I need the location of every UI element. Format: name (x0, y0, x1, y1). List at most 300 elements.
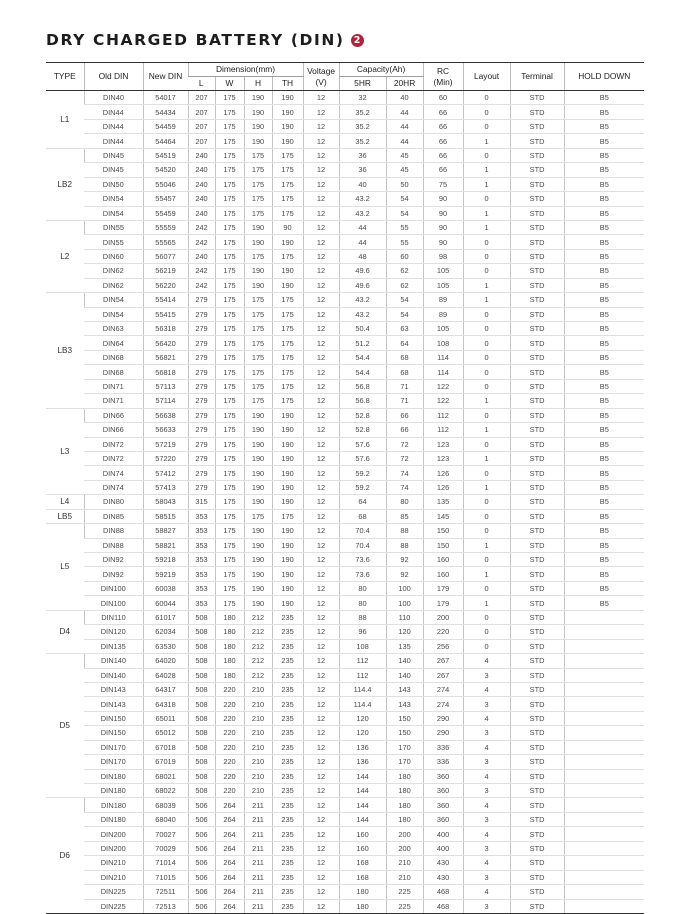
dim-l-cell: 207 (188, 134, 215, 148)
new-din-cell: 55457 (143, 192, 188, 206)
old-din-cell: DIN143 (84, 682, 143, 696)
dim-w-cell: 264 (215, 870, 244, 884)
hold-down-cell: B5 (564, 91, 644, 105)
rc-cell: 105 (423, 264, 463, 278)
rc-cell: 89 (423, 307, 463, 321)
new-din-cell: 57113 (143, 379, 188, 393)
dim-w-cell: 175 (215, 596, 244, 610)
rc-cell: 360 (423, 798, 463, 812)
terminal-cell: STD (510, 480, 564, 494)
cap-5hr-cell: 64 (339, 495, 386, 509)
dim-th-cell: 190 (272, 235, 303, 249)
rc-cell: 145 (423, 509, 463, 523)
cap-5hr-cell: 48 (339, 249, 386, 263)
cap-5hr-cell: 108 (339, 639, 386, 653)
old-din-cell: DIN62 (84, 278, 143, 292)
cap-20hr-cell: 200 (386, 841, 423, 855)
rc-cell: 126 (423, 466, 463, 480)
dim-th-cell: 235 (272, 682, 303, 696)
layout-cell: 3 (463, 755, 510, 769)
rc-cell: 360 (423, 784, 463, 798)
cap-20hr-cell: 180 (386, 784, 423, 798)
cap-20hr-cell: 100 (386, 581, 423, 595)
old-din-cell: DIN140 (84, 654, 143, 668)
dim-th-cell: 190 (272, 466, 303, 480)
hold-down-cell: B5 (564, 249, 644, 263)
new-din-cell: 56821 (143, 350, 188, 364)
dim-w-cell: 175 (215, 466, 244, 480)
header-voltage (303, 63, 339, 91)
old-din-cell: DIN54 (84, 192, 143, 206)
dim-h-cell: 190 (244, 480, 272, 494)
new-din-cell: 57114 (143, 394, 188, 408)
cap-5hr-cell: 43.2 (339, 206, 386, 220)
voltage-cell: 12 (303, 249, 339, 263)
dim-w-cell: 175 (215, 148, 244, 162)
old-din-cell: DIN180 (84, 784, 143, 798)
dim-w-cell: 264 (215, 856, 244, 870)
dim-l-cell: 506 (188, 870, 215, 884)
terminal-cell: STD (510, 827, 564, 841)
rc-cell: 360 (423, 769, 463, 783)
hold-down-cell (564, 870, 644, 884)
terminal-cell: STD (510, 798, 564, 812)
old-din-cell: DIN72 (84, 437, 143, 451)
new-din-cell: 71015 (143, 870, 188, 884)
hold-down-cell: B5 (564, 220, 644, 234)
rc-cell: 150 (423, 524, 463, 538)
layout-cell: 0 (463, 105, 510, 119)
old-din-cell: DIN44 (84, 134, 143, 148)
dim-h-cell: 212 (244, 610, 272, 624)
voltage-cell: 12 (303, 784, 339, 798)
terminal-cell: STD (510, 610, 564, 624)
dim-w-cell: 175 (215, 423, 244, 437)
old-din-cell: DIN45 (84, 148, 143, 162)
cap-5hr-cell: 160 (339, 827, 386, 841)
cap-20hr-cell: 140 (386, 668, 423, 682)
dim-th-cell: 175 (272, 293, 303, 307)
cap-5hr-cell: 112 (339, 654, 386, 668)
voltage-cell: 12 (303, 408, 339, 422)
cap-20hr-cell: 40 (386, 91, 423, 105)
cap-5hr-cell: 144 (339, 784, 386, 798)
terminal-cell: STD (510, 350, 564, 364)
table-row (46, 596, 644, 610)
hold-down-cell: B5 (564, 307, 644, 321)
dim-l-cell: 508 (188, 769, 215, 783)
layout-cell: 0 (463, 495, 510, 509)
header-dim-h: H (244, 77, 272, 91)
dim-l-cell: 240 (188, 192, 215, 206)
new-din-cell: 64317 (143, 682, 188, 696)
rc-cell: 290 (423, 711, 463, 725)
dim-h-cell: 190 (244, 119, 272, 133)
new-din-cell: 64020 (143, 654, 188, 668)
dim-l-cell: 279 (188, 451, 215, 465)
dim-l-cell: 207 (188, 105, 215, 119)
cap-20hr-cell: 150 (386, 726, 423, 740)
hold-down-cell: B5 (564, 466, 644, 480)
cap-20hr-cell: 80 (386, 495, 423, 509)
dim-l-cell: 506 (188, 899, 215, 913)
new-din-cell: 64318 (143, 697, 188, 711)
dim-w-cell: 175 (215, 379, 244, 393)
cap-5hr-cell: 43.2 (339, 293, 386, 307)
hold-down-cell (564, 740, 644, 754)
table-row (46, 336, 644, 350)
voltage-cell: 12 (303, 697, 339, 711)
cap-5hr-cell: 36 (339, 163, 386, 177)
old-din-cell: DIN88 (84, 538, 143, 552)
old-din-cell: DIN68 (84, 350, 143, 364)
voltage-cell: 12 (303, 769, 339, 783)
terminal-cell: STD (510, 625, 564, 639)
dim-w-cell: 175 (215, 105, 244, 119)
dim-w-cell: 175 (215, 336, 244, 350)
dim-l-cell: 279 (188, 437, 215, 451)
rc-cell: 90 (423, 192, 463, 206)
cap-20hr-cell: 72 (386, 437, 423, 451)
rc-cell: 468 (423, 885, 463, 899)
rc-cell: 66 (423, 148, 463, 162)
new-din-cell: 57412 (143, 466, 188, 480)
new-din-cell: 68021 (143, 769, 188, 783)
voltage-cell: 12 (303, 322, 339, 336)
terminal-cell: STD (510, 192, 564, 206)
new-din-cell: 54459 (143, 119, 188, 133)
dim-h-cell: 175 (244, 350, 272, 364)
cap-5hr-cell: 88 (339, 610, 386, 624)
new-din-cell: 56818 (143, 365, 188, 379)
dim-l-cell: 279 (188, 480, 215, 494)
hold-down-cell (564, 697, 644, 711)
old-din-cell: DIN44 (84, 119, 143, 133)
voltage-cell: 12 (303, 856, 339, 870)
rc-cell: 90 (423, 235, 463, 249)
table-row (46, 220, 644, 234)
dim-h-cell: 190 (244, 91, 272, 105)
table-row (46, 394, 644, 408)
voltage-cell: 12 (303, 466, 339, 480)
cap-5hr-cell: 56.8 (339, 379, 386, 393)
rc-cell: 122 (423, 379, 463, 393)
dim-h-cell: 212 (244, 625, 272, 639)
voltage-cell: 12 (303, 177, 339, 191)
dim-l-cell: 353 (188, 567, 215, 581)
cap-20hr-cell: 88 (386, 538, 423, 552)
dim-w-cell: 264 (215, 798, 244, 812)
old-din-cell: DIN150 (84, 726, 143, 740)
header-hold-down: HOLD DOWN (564, 63, 644, 91)
rc-cell: 336 (423, 740, 463, 754)
rc-cell: 290 (423, 726, 463, 740)
cap-5hr-cell: 59.2 (339, 480, 386, 494)
old-din-cell: DIN62 (84, 264, 143, 278)
layout-cell: 0 (463, 625, 510, 639)
terminal-cell: STD (510, 336, 564, 350)
cap-5hr-cell: 40 (339, 177, 386, 191)
old-din-cell: DIN85 (84, 509, 143, 523)
voltage-cell: 12 (303, 567, 339, 581)
dim-w-cell: 175 (215, 163, 244, 177)
dim-h-cell: 175 (244, 379, 272, 393)
dim-th-cell: 190 (272, 553, 303, 567)
terminal-cell: STD (510, 769, 564, 783)
new-din-cell: 56077 (143, 249, 188, 263)
old-din-cell: DIN225 (84, 899, 143, 913)
hold-down-cell: B5 (564, 134, 644, 148)
new-din-cell: 56638 (143, 408, 188, 422)
voltage-cell: 12 (303, 365, 339, 379)
hold-down-cell: B5 (564, 336, 644, 350)
hold-down-cell (564, 639, 644, 653)
table-row (46, 480, 644, 494)
table-row (46, 206, 644, 220)
dim-h-cell: 211 (244, 899, 272, 913)
layout-cell: 0 (463, 336, 510, 350)
terminal-cell: STD (510, 711, 564, 725)
old-din-cell: DIN210 (84, 856, 143, 870)
layout-cell: 4 (463, 711, 510, 725)
old-din-cell: DIN71 (84, 379, 143, 393)
new-din-cell: 58043 (143, 495, 188, 509)
cap-5hr-cell: 56.8 (339, 394, 386, 408)
cap-5hr-cell: 51.2 (339, 336, 386, 350)
terminal-cell: STD (510, 134, 564, 148)
new-din-cell: 55565 (143, 235, 188, 249)
dim-th-cell: 175 (272, 177, 303, 191)
header-cap-20hr: 20HR (386, 77, 423, 91)
new-din-cell: 55559 (143, 220, 188, 234)
dim-th-cell: 235 (272, 784, 303, 798)
dim-h-cell: 211 (244, 827, 272, 841)
cap-5hr-cell: 54.4 (339, 365, 386, 379)
old-din-cell: DIN72 (84, 451, 143, 465)
header-dim-l: L (188, 77, 215, 91)
cap-20hr-cell: 44 (386, 105, 423, 119)
hold-down-cell: B5 (564, 495, 644, 509)
terminal-cell: STD (510, 322, 564, 336)
header-new-din: New DIN (143, 63, 188, 91)
cap-20hr-cell: 92 (386, 567, 423, 581)
cap-20hr-cell: 143 (386, 682, 423, 696)
rc-cell: 126 (423, 480, 463, 494)
new-din-cell: 70027 (143, 827, 188, 841)
hold-down-cell: B5 (564, 350, 644, 364)
hold-down-cell: B5 (564, 206, 644, 220)
cap-20hr-cell: 143 (386, 697, 423, 711)
old-din-cell: DIN170 (84, 740, 143, 754)
cap-20hr-cell: 150 (386, 711, 423, 725)
dim-h-cell: 190 (244, 524, 272, 538)
layout-cell: 3 (463, 841, 510, 855)
terminal-cell: STD (510, 697, 564, 711)
dim-l-cell: 279 (188, 336, 215, 350)
dim-h-cell: 210 (244, 755, 272, 769)
dim-l-cell: 207 (188, 91, 215, 105)
layout-cell: 0 (463, 509, 510, 523)
dim-th-cell: 190 (272, 119, 303, 133)
old-din-cell: DIN45 (84, 163, 143, 177)
cap-5hr-cell: 80 (339, 596, 386, 610)
voltage-cell: 12 (303, 711, 339, 725)
hold-down-cell: B5 (564, 119, 644, 133)
rc-cell: 66 (423, 134, 463, 148)
terminal-cell: STD (510, 105, 564, 119)
dim-w-cell: 175 (215, 524, 244, 538)
dim-th-cell: 235 (272, 885, 303, 899)
table-row (46, 423, 644, 437)
dim-w-cell: 175 (215, 350, 244, 364)
dim-h-cell: 211 (244, 856, 272, 870)
terminal-cell: STD (510, 596, 564, 610)
old-din-cell: DIN74 (84, 466, 143, 480)
dim-h-cell: 190 (244, 134, 272, 148)
rc-cell: 122 (423, 394, 463, 408)
type-cell: D4 (46, 610, 84, 653)
type-cell: L3 (46, 408, 84, 495)
voltage-cell: 12 (303, 134, 339, 148)
table-row (46, 192, 644, 206)
dim-th-cell: 235 (272, 841, 303, 855)
rc-cell: 336 (423, 755, 463, 769)
hold-down-cell (564, 827, 644, 841)
cap-5hr-cell: 68 (339, 509, 386, 523)
cap-20hr-cell: 45 (386, 148, 423, 162)
layout-cell: 1 (463, 394, 510, 408)
cap-5hr-cell: 168 (339, 870, 386, 884)
hold-down-cell: B5 (564, 538, 644, 552)
cap-5hr-cell: 50.4 (339, 322, 386, 336)
cap-20hr-cell: 110 (386, 610, 423, 624)
dim-l-cell: 508 (188, 784, 215, 798)
header-old-din: Old DIN (84, 63, 143, 91)
cap-20hr-cell: 66 (386, 408, 423, 422)
terminal-cell: STD (510, 885, 564, 899)
terminal-cell: STD (510, 841, 564, 855)
new-din-cell: 72511 (143, 885, 188, 899)
rc-cell: 123 (423, 451, 463, 465)
dim-h-cell: 210 (244, 784, 272, 798)
layout-cell: 0 (463, 581, 510, 595)
hold-down-cell (564, 610, 644, 624)
dim-l-cell: 508 (188, 639, 215, 653)
terminal-cell: STD (510, 726, 564, 740)
terminal-cell: STD (510, 278, 564, 292)
table-row (46, 437, 644, 451)
old-din-cell: DIN180 (84, 769, 143, 783)
old-din-cell: DIN54 (84, 293, 143, 307)
table-row (46, 524, 644, 538)
dim-l-cell: 242 (188, 278, 215, 292)
cap-20hr-cell: 45 (386, 163, 423, 177)
old-din-cell: DIN64 (84, 336, 143, 350)
table-row (46, 639, 644, 653)
dim-w-cell: 220 (215, 755, 244, 769)
dim-l-cell: 508 (188, 711, 215, 725)
dim-h-cell: 190 (244, 581, 272, 595)
cap-20hr-cell: 68 (386, 365, 423, 379)
dim-h-cell: 190 (244, 437, 272, 451)
dim-h-cell: 175 (244, 307, 272, 321)
dim-l-cell: 506 (188, 856, 215, 870)
terminal-cell: STD (510, 220, 564, 234)
layout-cell: 0 (463, 91, 510, 105)
dim-w-cell: 175 (215, 307, 244, 321)
layout-cell: 1 (463, 538, 510, 552)
dim-th-cell: 190 (272, 538, 303, 552)
dim-w-cell: 175 (215, 220, 244, 234)
dim-l-cell: 353 (188, 538, 215, 552)
new-din-cell: 55414 (143, 293, 188, 307)
voltage-cell: 12 (303, 538, 339, 552)
dim-h-cell: 175 (244, 336, 272, 350)
cap-20hr-cell: 180 (386, 798, 423, 812)
dim-th-cell: 90 (272, 220, 303, 234)
dim-w-cell: 175 (215, 480, 244, 494)
table-row (46, 841, 644, 855)
dim-h-cell: 211 (244, 885, 272, 899)
cap-5hr-cell: 44 (339, 235, 386, 249)
dim-th-cell: 190 (272, 134, 303, 148)
hold-down-cell: B5 (564, 567, 644, 581)
cap-20hr-cell: 54 (386, 206, 423, 220)
new-din-cell: 54519 (143, 148, 188, 162)
rc-cell: 160 (423, 567, 463, 581)
cap-5hr-cell: 96 (339, 625, 386, 639)
terminal-cell: STD (510, 466, 564, 480)
rc-cell: 430 (423, 870, 463, 884)
dim-l-cell: 279 (188, 466, 215, 480)
dim-l-cell: 279 (188, 423, 215, 437)
dim-w-cell: 264 (215, 885, 244, 899)
rc-cell: 89 (423, 293, 463, 307)
layout-cell: 4 (463, 769, 510, 783)
rc-cell: 256 (423, 639, 463, 653)
old-din-cell: DIN92 (84, 567, 143, 581)
layout-cell: 4 (463, 654, 510, 668)
dim-l-cell: 508 (188, 697, 215, 711)
rc-cell: 60 (423, 91, 463, 105)
rc-cell: 135 (423, 495, 463, 509)
dim-l-cell: 508 (188, 726, 215, 740)
table-row (46, 654, 644, 668)
header-dim-th: TH (272, 77, 303, 91)
new-din-cell: 72513 (143, 899, 188, 913)
old-din-cell: DIN68 (84, 365, 143, 379)
voltage-cell: 12 (303, 293, 339, 307)
dim-h-cell: 210 (244, 726, 272, 740)
cap-20hr-cell: 140 (386, 654, 423, 668)
dim-th-cell: 235 (272, 899, 303, 913)
header-voltage-unit: (V) (315, 76, 327, 87)
new-din-cell: 67019 (143, 755, 188, 769)
dim-l-cell: 242 (188, 264, 215, 278)
terminal-cell: STD (510, 682, 564, 696)
layout-cell: 0 (463, 524, 510, 538)
dim-l-cell: 279 (188, 365, 215, 379)
rc-cell: 112 (423, 423, 463, 437)
cap-20hr-cell: 92 (386, 553, 423, 567)
voltage-cell: 12 (303, 726, 339, 740)
voltage-cell: 12 (303, 654, 339, 668)
layout-cell: 1 (463, 596, 510, 610)
old-din-cell: DIN150 (84, 711, 143, 725)
dim-l-cell: 506 (188, 885, 215, 899)
dim-h-cell: 212 (244, 639, 272, 653)
rc-cell: 468 (423, 899, 463, 913)
